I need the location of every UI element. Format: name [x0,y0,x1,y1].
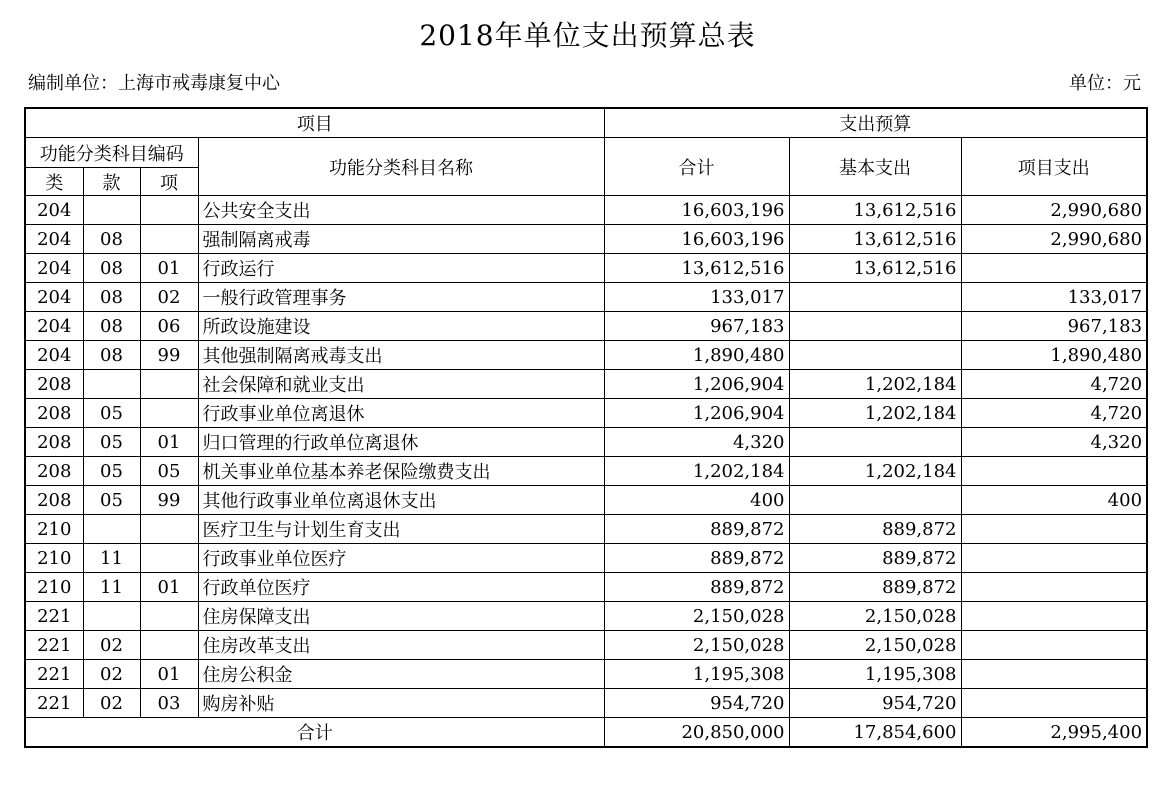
cell-kuan: 05 [83,428,140,457]
cell-xiang [140,515,198,544]
cell-lei: 208 [25,457,83,486]
cell-kuan [83,515,140,544]
cell-lei: 210 [25,573,83,602]
cell-total: 1,202,184 [604,457,789,486]
cell-name: 其他强制隔离戒毒支出 [198,341,604,370]
cell-lei: 204 [25,254,83,283]
table-row [25,457,1147,486]
cell-name: 归口管理的行政单位离退休 [198,428,604,457]
cell-total: 889,872 [604,544,789,573]
table-row [25,399,1147,428]
cell-lei: 208 [25,399,83,428]
cell-basic: 13,612,516 [789,254,961,283]
table-row [25,631,1147,660]
header-basic: 基本支出 [789,138,961,196]
cell-xiang [140,196,198,225]
cell-total: 2,150,028 [604,602,789,631]
cell-total: 13,612,516 [604,254,789,283]
header-project: 项目支出 [961,138,1147,196]
cell-basic [789,283,961,312]
cell-name: 公共安全支出 [198,196,604,225]
cell-kuan: 08 [83,312,140,341]
header-item: 项目 [25,108,604,138]
cell-lei: 221 [25,602,83,631]
org-label: 编制单位：上海市戒毒康复中心 [28,73,280,94]
cell-lei: 208 [25,428,83,457]
cell-xiang [140,631,198,660]
cell-basic [789,428,961,457]
cell-name: 行政运行 [198,254,604,283]
cell-lei: 208 [25,370,83,399]
cell-xiang [140,602,198,631]
cell-kuan: 11 [83,544,140,573]
cell-lei: 204 [25,283,83,312]
table-row [25,341,1147,370]
table-row [25,312,1147,341]
total-project: 2,995,400 [961,718,1147,748]
cell-basic: 889,872 [789,544,961,573]
cell-xiang: 03 [140,689,198,718]
cell-lei: 210 [25,544,83,573]
cell-lei: 208 [25,486,83,515]
cell-lei: 221 [25,660,83,689]
cell-project [961,631,1147,660]
header-code-group: 功能分类科目编码 [25,138,198,168]
cell-lei: 221 [25,631,83,660]
cell-kuan: 08 [83,225,140,254]
cell-total: 1,890,480 [604,341,789,370]
cell-total: 1,206,904 [604,399,789,428]
cell-project: 133,017 [961,283,1147,312]
header-budget: 支出预算 [604,108,1147,138]
table-row [25,283,1147,312]
cell-xiang: 01 [140,573,198,602]
table-row [25,486,1147,515]
cell-project: 4,320 [961,428,1147,457]
table-row [25,544,1147,573]
cell-basic: 1,195,308 [789,660,961,689]
cell-basic: 2,150,028 [789,631,961,660]
budget-table [24,107,1148,748]
cell-project: 400 [961,486,1147,515]
cell-lei: 204 [25,196,83,225]
cell-total: 889,872 [604,573,789,602]
cell-kuan: 08 [83,254,140,283]
cell-xiang [140,370,198,399]
table-row [25,254,1147,283]
cell-total: 1,195,308 [604,660,789,689]
table-row [25,515,1147,544]
cell-xiang: 01 [140,428,198,457]
cell-total: 4,320 [604,428,789,457]
cell-basic: 889,872 [789,573,961,602]
cell-total: 133,017 [604,283,789,312]
cell-project: 967,183 [961,312,1147,341]
cell-xiang: 99 [140,486,198,515]
cell-xiang: 02 [140,283,198,312]
cell-kuan: 08 [83,283,140,312]
cell-kuan: 02 [83,660,140,689]
cell-name: 强制隔离戒毒 [198,225,604,254]
cell-xiang: 06 [140,312,198,341]
cell-name: 所政设施建设 [198,312,604,341]
cell-project [961,254,1147,283]
header-code-xiang: 项 [140,168,198,196]
cell-total: 1,206,904 [604,370,789,399]
cell-xiang: 05 [140,457,198,486]
cell-project [961,660,1147,689]
cell-name: 社会保障和就业支出 [198,370,604,399]
header-total: 合计 [604,138,789,196]
cell-project: 4,720 [961,399,1147,428]
header-code-lei: 类 [25,168,83,196]
table-row [25,689,1147,718]
cell-xiang: 01 [140,660,198,689]
total-label: 合计 [25,718,604,748]
cell-name: 购房补贴 [198,689,604,718]
table-row [25,428,1147,457]
cell-name: 机关事业单位基本养老保险缴费支出 [198,457,604,486]
cell-name: 行政事业单位离退休 [198,399,604,428]
cell-project: 4,720 [961,370,1147,399]
total-total: 20,850,000 [604,718,789,748]
cell-kuan: 11 [83,573,140,602]
cell-lei: 210 [25,515,83,544]
cell-total: 954,720 [604,689,789,718]
cell-kuan: 08 [83,341,140,370]
cell-project [961,515,1147,544]
cell-basic: 889,872 [789,515,961,544]
cell-project [961,602,1147,631]
total-row [25,718,1147,748]
cell-total: 16,603,196 [604,196,789,225]
header-name: 功能分类科目名称 [198,138,604,196]
cell-project [961,689,1147,718]
cell-total: 400 [604,486,789,515]
cell-total: 967,183 [604,312,789,341]
cell-basic [789,312,961,341]
cell-xiang [140,544,198,573]
cell-xiang: 01 [140,254,198,283]
cell-kuan [83,602,140,631]
cell-xiang: 99 [140,341,198,370]
cell-total: 889,872 [604,515,789,544]
cell-kuan: 05 [83,486,140,515]
cell-name: 医疗卫生与计划生育支出 [198,515,604,544]
cell-kuan: 02 [83,689,140,718]
table-row [25,370,1147,399]
cell-basic: 1,202,184 [789,399,961,428]
cell-basic: 2,150,028 [789,602,961,631]
cell-project [961,544,1147,573]
cell-lei: 221 [25,689,83,718]
cell-basic [789,486,961,515]
cell-kuan: 02 [83,631,140,660]
table-row [25,602,1147,631]
cell-basic: 13,612,516 [789,225,961,254]
cell-basic: 1,202,184 [789,370,961,399]
cell-lei: 204 [25,225,83,254]
cell-basic: 954,720 [789,689,961,718]
page-title: 2018年单位支出预算总表 [419,19,756,52]
cell-total: 16,603,196 [604,225,789,254]
cell-xiang [140,225,198,254]
cell-project: 2,990,680 [961,225,1147,254]
header-code-kuan: 款 [83,168,140,196]
cell-total: 2,150,028 [604,631,789,660]
cell-kuan [83,196,140,225]
cell-name: 行政单位医疗 [198,573,604,602]
cell-name: 住房公积金 [198,660,604,689]
cell-kuan: 05 [83,457,140,486]
cell-name: 一般行政管理事务 [198,283,604,312]
cell-name: 行政事业单位医疗 [198,544,604,573]
cell-name: 其他行政事业单位离退休支出 [198,486,604,515]
cell-name: 住房改革支出 [198,631,604,660]
table-row [25,196,1147,225]
cell-project: 2,990,680 [961,196,1147,225]
cell-lei: 204 [25,312,83,341]
table-row [25,225,1147,254]
cell-kuan: 05 [83,399,140,428]
table-row [25,660,1147,689]
unit-label: 单位：元 [1069,73,1141,94]
cell-project [961,457,1147,486]
cell-xiang [140,399,198,428]
table-row [25,573,1147,602]
cell-basic: 1,202,184 [789,457,961,486]
cell-kuan [83,370,140,399]
cell-lei: 204 [25,341,83,370]
cell-project: 1,890,480 [961,341,1147,370]
total-basic: 17,854,600 [789,718,961,748]
cell-name: 住房保障支出 [198,602,604,631]
cell-project [961,573,1147,602]
cell-basic [789,341,961,370]
cell-basic: 13,612,516 [789,196,961,225]
